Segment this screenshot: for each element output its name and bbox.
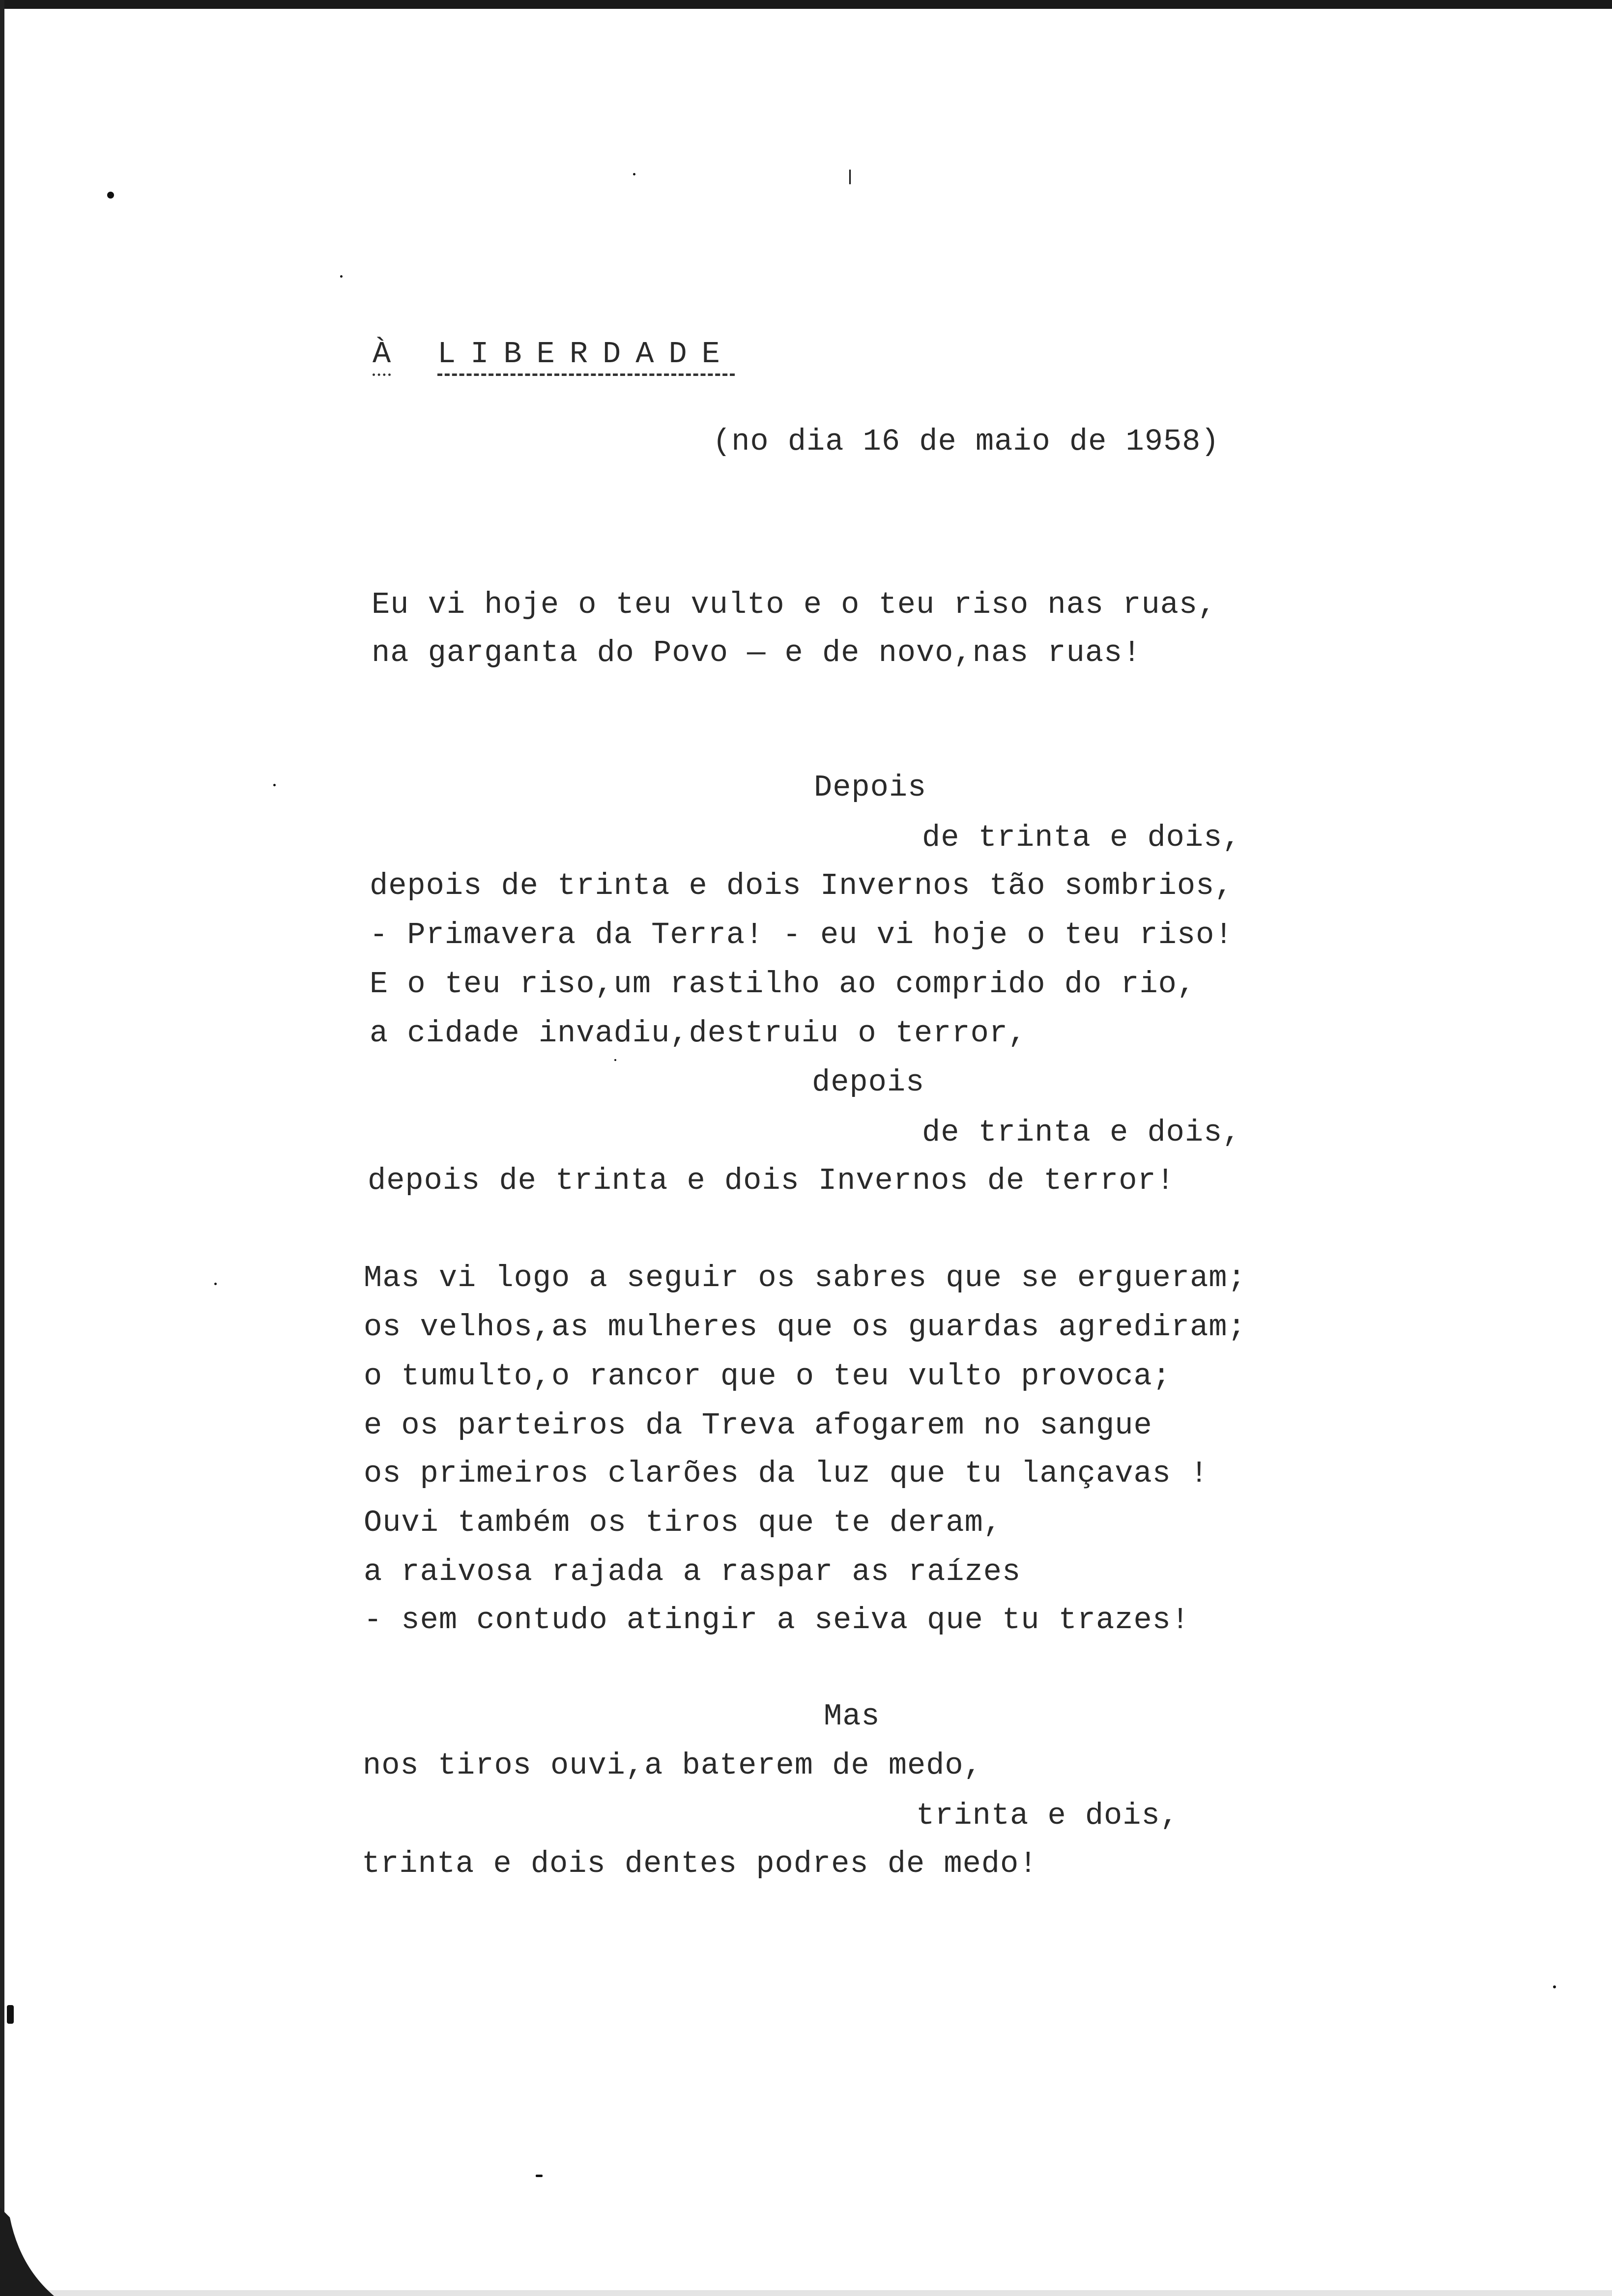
scan-speck [849, 170, 851, 184]
verse-line: Ouvi também os tiros que te deram, [364, 1505, 1003, 1540]
verse-line: o tumulto,o rancor que o teu vulto provoca; [364, 1359, 1171, 1394]
verse-line: - sem contudo atingir a seiva que tu trazes! [364, 1603, 1190, 1637]
verse-line: de trinta e dois, [922, 1115, 1241, 1150]
scan-speck [214, 1283, 217, 1285]
verse-line: Eu vi hoje o teu vulto e o teu riso nas ruas, [372, 587, 1217, 622]
verse-line: a raivosa rajada a raspar as raízes [364, 1554, 1021, 1589]
scan-speck [633, 173, 635, 175]
verse-line: os primeiros clarões da luz que tu lançavas ! [364, 1456, 1209, 1491]
page-corner-curl [0, 2208, 59, 2296]
verse-line: E o teu riso,um rastilho ao comprido do rio, [370, 967, 1196, 1002]
verse-line: Mas [824, 1699, 880, 1734]
verse-line: na garganta do Povo — e de novo,nas ruas! [372, 635, 1142, 670]
verse-line: a cidade invadiu,destruiu o terror, [370, 1016, 1027, 1051]
page-top-edge [0, 0, 1612, 9]
dedication: (no dia 16 de maio de 1958) [713, 424, 1220, 459]
scan-speck [273, 784, 276, 786]
verse-line: nos tiros ouvi,a baterem de medo, [363, 1748, 982, 1783]
scan-speck [7, 2005, 14, 2024]
scan-speck [107, 192, 114, 199]
scan-speck [340, 275, 343, 278]
verse-line: depois de trinta e dois Invernos de terror! [368, 1163, 1175, 1198]
scan-speck [614, 1059, 616, 1061]
verse-line: depois [812, 1065, 925, 1100]
verse-line: depois de trinta e dois Invernos tão sombrios, [370, 868, 1234, 903]
verse-line: os velhos,as mulheres que os guardas agrediram; [364, 1310, 1246, 1345]
page-bottom-edge [0, 2290, 1612, 2296]
page-left-edge [0, 0, 4, 2296]
verse-line: Depois [814, 770, 927, 805]
verse-line: e os parteiros da Treva afogarem no sangue [364, 1408, 1152, 1443]
scan-speck [536, 2175, 543, 2177]
verse-line: trinta e dois dentes podres de medo! [362, 1846, 1038, 1881]
verse-line: de trinta e dois, [922, 820, 1241, 855]
verse-line: trinta e dois, [916, 1798, 1179, 1833]
title-accent: À [373, 337, 391, 376]
verse-line: Mas vi logo a seguir os sabres que se ergueram; [364, 1261, 1246, 1295]
scan-speck [1553, 1985, 1556, 1988]
poem-title: LIBERDADE [437, 337, 735, 376]
verse-line: - Primavera da Terra! - eu vi hoje o teu riso! [370, 918, 1234, 952]
